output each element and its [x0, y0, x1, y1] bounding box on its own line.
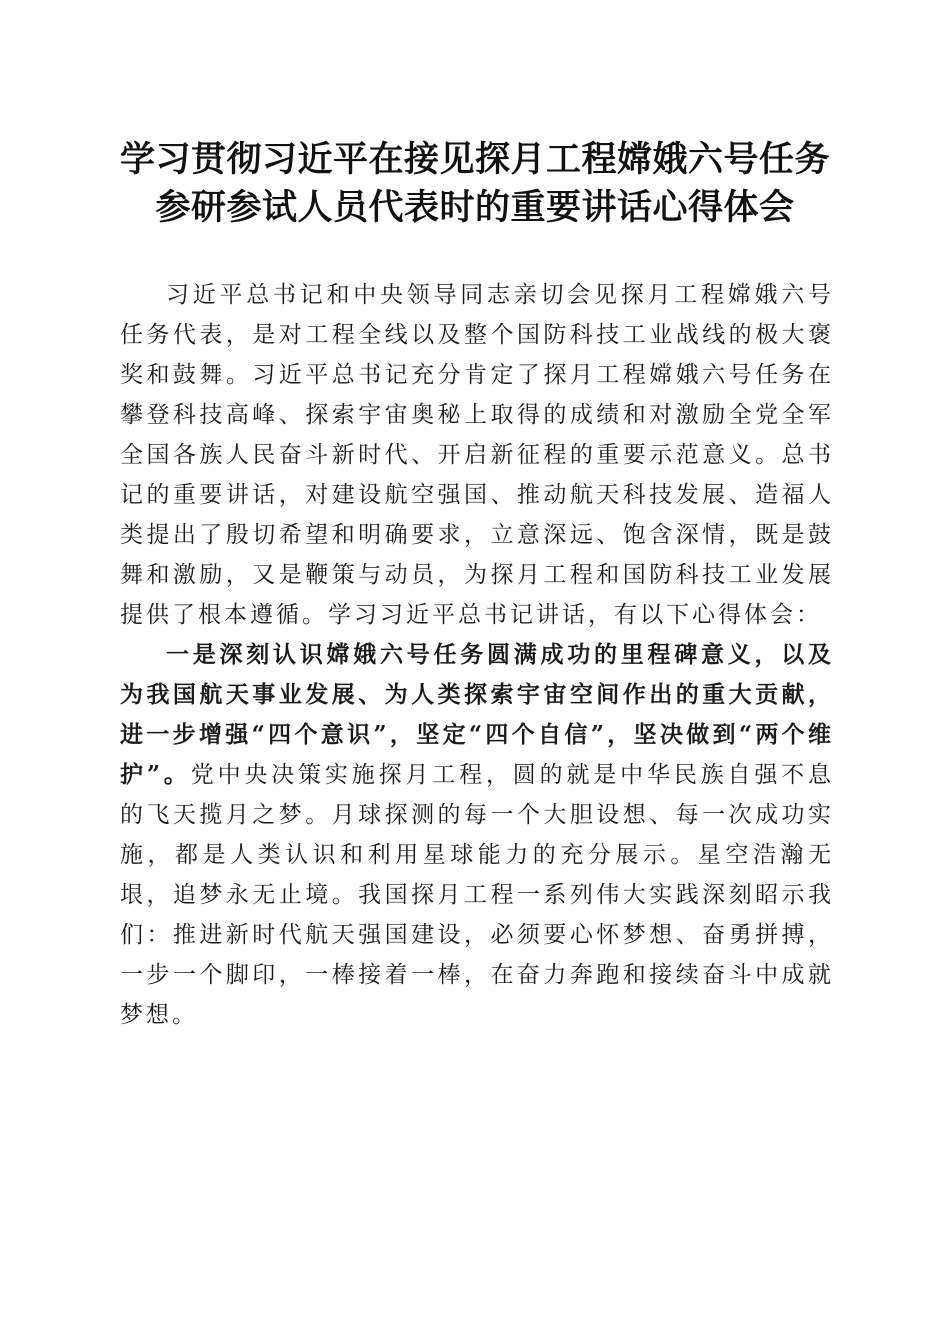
paragraph-point-one — [120, 635, 834, 1035]
paragraph-lead: 一是深刻认识嫦娥六号任务圆满成功的里程碑意义，以及为我国航天事业发展、为人类探索宇宙空间作出的重大贡献，进一步增强“四个意识”，坚定“四个自信”，坚决做到“两个维护”。 — [120, 641, 834, 788]
title-line-1: 学习贯彻习近平在接见探月工程嫦娥六号任务 — [119, 139, 830, 180]
title-line-2: 参研参试人员代表时的重要讲话心得体会 — [155, 187, 795, 228]
paragraph-text: 党中央决策实施探月工程，圆的就是中华民族自强不息的飞天揽月之梦。月球探测的每一个大胆设想、每一次成功实施，都是人类认识和利用星球能力的充分展示。星空浩瀚无垠，追梦永无止境。我国探月工程一系列伟大实践深刻昭示我们：推进新时代航天强国建设，必须要心怀梦想、奋勇拼搏，一步一个脚印，一棒接着一棒，在奋力奔跑和接续奋斗中成就梦想。 — [120, 762, 835, 1028]
paragraph-intro — [120, 275, 834, 635]
document-title — [90, 136, 860, 232]
paragraph-text: 习近平总书记和中央领导同志亲切会见探月工程嫦娥六号任务代表，是对工程全线以及整个国防科技工业战线的极大褒奖和鼓舞。习近平总书记充分肯定了探月工程嫦娥六号任务在攀登科技高峰、探索宇宙奥秘上取得的成绩和对激励全党全军全国各族人民奋斗新时代、开启新征程的重要示范意义。总书记的重要讲话，对建设航空强国、推动航天科技发展、造福人类提出了殷切希望和明确要求，立意深远、饱含深情，既是鼓舞和激励，又是鞭策与动员，为探月工程和国防科技工业发展提供了根本遵循。学习习近平总书记讲话，有以下心得体会： — [120, 282, 834, 628]
document-body — [120, 275, 834, 1035]
